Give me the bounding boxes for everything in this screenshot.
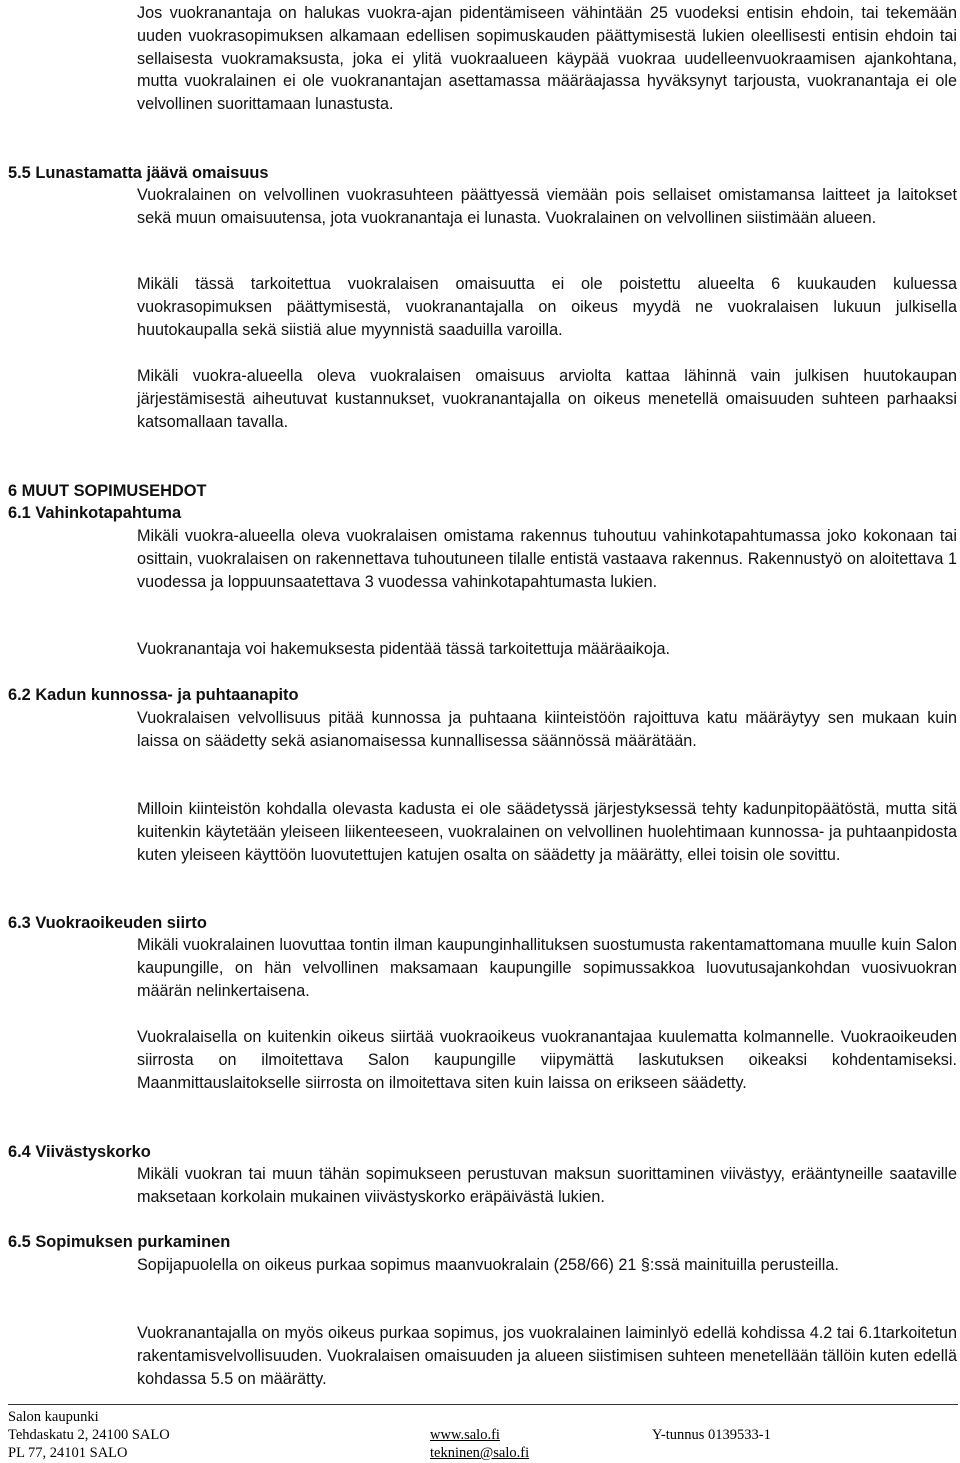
footer-street-address: Tehdaskatu 2, 24100 SALO [8, 1427, 170, 1443]
section-6-5-paragraph-1: Sopijapuolella on oikeus purkaa sopimus maanvuokralain (258/66) 21 §:ssä mainituilla perusteilla. [137, 1256, 839, 1274]
section-5-5-paragraph-2: Mikäli tässä tarkoitettua vuokralaisen omaisuutta ei ole poistettu alueelta 6 kuukauden kuluessa vuokrasopimuksen päättymisestä, vuokranantajalla on oikeus myydä ne vuokralaisen lukuun julkisella huutokaupalla sekä siistiä alue myynnistä saaduilla varoilla. [137, 275, 957, 339]
section-6-1-paragraph-1: Mikäli vuokra-alueella oleva vuokralaisen omistama rakennus tuhoutuu vahinkotapahtumassa joko kokonaan tai osittain, vuokralaisen on rakennettava tuhoutuneen tilalle entistä vastaava rakennus. Rakennustyö on aloitettava 1 vuodessa ja loppuunsaatettava 3 vuodessa vahinkotapahtumasta lukien. [137, 527, 957, 591]
section-6-4-paragraph-1: Mikäli vuokran tai muun tähän sopimukseen perustuvan maksun suorittaminen viivästyy, erääntyneille saataville maksetaan korkolain mukainen viivästyskorko eräpäivästä lukien. [137, 1165, 957, 1206]
section-6-2-paragraph-2: Milloin kiinteistön kohdalla olevasta kadusta ei ole säädetyssä järjestyksessä tehty kadunpitopäätöstä, mutta sitä kuitenkin käytetään yleiseen liikenteeseen, vuokralainen on velvollinen huolehtimaan kunnossa- ja puhtaanpidosta kuten yleiseen käyttöön luovutettujen katujen osalta on säädetty ja määrätty, ellei toisin ole sovittu. [137, 800, 957, 864]
section-6-3-paragraph-2: Vuokralaisella on kuitenkin oikeus siirtää vuokraoikeus vuokranantajaa kuulematta kolmannelle. Vuokraoikeuden siirrosta on ilmoitettava Salon kaupungille viipymättä laskutuksen oikeaksi kohdentamiseksi. Maanmittauslaitokselle siirrosta on ilmoitettava siten kuin laissa on erikseen säädetty. [137, 1028, 957, 1092]
section-5-5-paragraph-3: Mikäli vuokra-alueella oleva vuokralaisen omaisuus arviolta kattaa lähinnä vain julkisen huutokaupan järjestämisestä aiheutuvat kustannukset, vuokranantajalla on oikeus menetellä omaisuuden suhteen parhaaksi katsomallaan tavalla. [137, 367, 957, 431]
footer-postal-address: PL 77, 24101 SALO [8, 1445, 128, 1461]
section-6-1-paragraph-2: Vuokranantaja voi hakemuksesta pidentää tässä tarkoitettuja määräaikoja. [137, 640, 671, 658]
section-6-2-paragraph-1: Vuokralaisen velvollisuus pitää kunnossa ja puhtaana kiinteistöön rajoittuva katu määräytyy sen mukaan kuin laissa on säädetty sekä asianomaisessa kunnallisessa säännössä määrätään. [137, 709, 957, 750]
section-5-5-paragraph-1: Vuokralainen on velvollinen vuokrasuhteen päättyessä viemään pois sellaiset omistamansa laitteet ja laitokset sekä muun omaisuutensa, jota vuokranantaja ei lunasta. Vuokralainen on velvollinen siistimään alueen. [137, 186, 957, 227]
footer-org-name: Salon kaupunki [8, 1409, 99, 1425]
section-6-heading: 6 MUUT SOPIMUSEHDOT [8, 482, 207, 500]
section-6-1-heading: 6.1 Vahinkotapahtuma [8, 504, 182, 522]
footer-email-link[interactable]: tekninen@salo.fi [430, 1445, 530, 1461]
section-6-3-heading: 6.3 Vuokraoikeuden siirto [8, 914, 207, 932]
footer-business-id: Y-tunnus 0139533-1 [652, 1427, 771, 1443]
section-6-5-paragraph-2: Vuokranantajalla on myös oikeus purkaa sopimus, jos vuokralainen laiminlyö edellä kohdissa 4.2 tai 6.1tarkoitetun rakentamisvelvollisuuden. Vuokralaisen omaisuuden ja alueen siistimisen suhteen menetellään tällöin kuten edellä kohdassa 5.5 on määrätty. [137, 1324, 957, 1388]
intro-paragraph: Jos vuokranantaja on halukas vuokra-ajan pidentämiseen vähintään 25 vuodeksi entisin ehdoin, tai tekemään uuden vuokrasopimuksen alkamaan edellisen sopimuskauden päättymisestä lukien oleellisesti entisin ehdoin tai sellaisesta vuokramaksusta, joka ei ylitä vuokraalueen käypää vuokraa uudelleenvuokraamisen ajankohtana, mutta vuokralainen ei ole vuokranantajan asettamassa määräajassa hyväksynyt tarjousta, vuokranantaja ei ole velvollinen suorittamaan lunastusta. [137, 4, 957, 114]
section-6-4-heading: 6.4 Viivästyskorko [8, 1143, 151, 1161]
section-6-2-heading: 6.2 Kadun kunnossa- ja puhtaanapito [8, 686, 299, 704]
footer-website-link[interactable]: www.salo.fi [430, 1427, 500, 1443]
section-6-5-heading: 6.5 Sopimuksen purkaminen [8, 1233, 231, 1251]
footer-divider [8, 1404, 958, 1405]
section-6-3-paragraph-1: Mikäli vuokralainen luovuttaa tontin ilman kaupunginhallituksen suostumusta rakentamattomana muulle kuin Salon kaupungille, on hän velvollinen maksamaan kaupungille sopimussakkoa luovutusajankohdan vuosivuokran määrän nelinkertaisena. [137, 936, 957, 1000]
section-5-5-heading: 5.5 Lunastamatta jäävä omaisuus [8, 164, 269, 182]
